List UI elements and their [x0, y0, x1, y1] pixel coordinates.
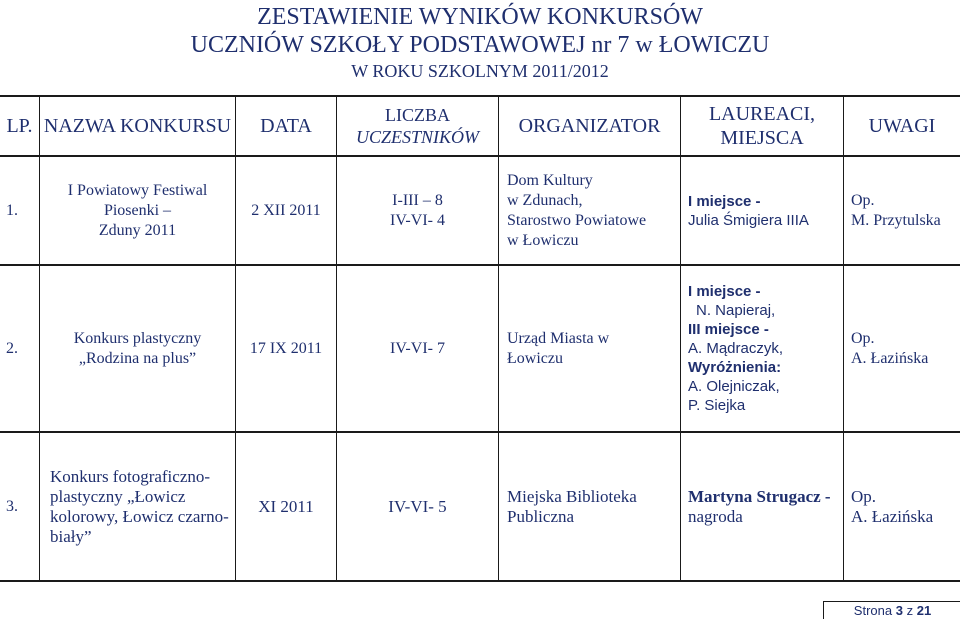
- organizer-line: Urząd Miasta w: [507, 329, 610, 347]
- organizer-line: Starostwo Powiatowe: [507, 211, 647, 229]
- organizer-line: Łowiczu: [507, 349, 563, 367]
- organizer-line: Miejska Biblioteka: [507, 486, 637, 506]
- laureate-place: I miejsce -: [688, 283, 761, 300]
- laureate-name: A. Mądraczyk,: [688, 340, 784, 357]
- contest-name-line: Konkurs plastyczny: [73, 329, 202, 347]
- participant-count: IV-VI- 4: [390, 211, 445, 229]
- laureate-name: P. Siejka: [688, 397, 746, 414]
- contest-name-line: Konkurs fotograficzno-: [50, 466, 211, 486]
- header-count: [337, 97, 498, 155]
- table-row-2-lp: [6, 266, 39, 431]
- laureate-name: Martyna Strugacz -: [688, 486, 831, 506]
- table-border-bottom: [0, 580, 960, 582]
- current-page: 3: [895, 603, 903, 618]
- page-label: Strona: [853, 603, 893, 618]
- participant-count: IV-VI- 5: [388, 496, 447, 516]
- contest-date: XI 2011: [258, 496, 314, 516]
- contest-name-line: plastyczny „Łowicz: [50, 486, 186, 506]
- note-line: A. Łazińska: [851, 349, 929, 367]
- header-laureates-label: LAUREACI,: [708, 103, 816, 125]
- header-count-label: LICZBA: [385, 105, 450, 125]
- header-name-label: NAZWA KONKURSU: [43, 115, 232, 137]
- header-lp-label: LP.: [6, 115, 33, 137]
- table-row-3-laureates: [688, 433, 842, 580]
- table-row-1-notes: [851, 157, 959, 264]
- note-line: A. Łazińska: [851, 506, 934, 526]
- contest-name-line: Zduny 2011: [98, 221, 177, 239]
- table-row-3-date: [236, 433, 336, 580]
- table-row-3-count: [337, 433, 498, 580]
- document-title: ZESTAWIENIE WYNIKÓW KONKURSÓW: [257, 4, 703, 30]
- header-date-label: DATA: [260, 115, 312, 137]
- organizer-line: Publiczna: [507, 506, 575, 526]
- laureate-name: N. Napieraj,: [696, 302, 776, 319]
- table-row-2-date: [236, 266, 336, 431]
- laureate-place: III miejsce -: [688, 321, 769, 338]
- header-notes-label: UWAGI: [868, 115, 936, 137]
- page-number-footer: [823, 601, 960, 619]
- table-row-2-count: [337, 266, 498, 431]
- table-row-2-organizer: [507, 266, 679, 431]
- laureate-award: nagroda: [688, 506, 743, 526]
- table-row-2-notes: [851, 266, 959, 431]
- contest-date: 2 XII 2011: [251, 201, 321, 219]
- header-count-label-2: UCZESTNIKÓW: [355, 127, 480, 147]
- contest-name-line: biały”: [50, 526, 92, 546]
- participant-count: IV-VI- 7: [390, 339, 445, 357]
- note-line: Op.: [851, 329, 875, 347]
- column-divider: [843, 95, 844, 581]
- table-row-1-count: [337, 157, 498, 264]
- table-row-1-lp: [6, 157, 39, 264]
- header-notes: [844, 97, 960, 155]
- table-row-1-laureates: [688, 157, 842, 264]
- row-number: 3.: [6, 497, 18, 515]
- organizer-line: Dom Kultury: [507, 171, 593, 189]
- table-row-1-organizer: [507, 157, 679, 264]
- column-divider: [498, 95, 499, 581]
- header-date: [236, 97, 336, 155]
- total-pages: 21: [916, 603, 932, 618]
- table-row-3-lp: [6, 433, 39, 580]
- row-number: 1.: [6, 201, 18, 219]
- table-row-3-notes: [851, 433, 959, 580]
- note-line: Op.: [851, 486, 877, 506]
- contest-name-line: kolorowy, Łowicz czarno-: [50, 506, 229, 526]
- table-row-1-name: [40, 157, 235, 264]
- page-separator: z: [906, 603, 914, 618]
- contest-name-line: I Powiatowy Festiwal: [67, 181, 208, 199]
- table-row-3-name: [50, 433, 235, 580]
- laureate-place: I miejsce -: [688, 192, 761, 210]
- row-number: 2.: [6, 339, 18, 357]
- column-divider: [680, 95, 681, 581]
- table-row-2-name: [40, 266, 235, 431]
- table-row-2-laureates: [688, 266, 842, 431]
- organizer-line: w Łowiczu: [507, 231, 579, 249]
- header-organizer: [499, 97, 680, 155]
- school-year: W ROKU SZKOLNYM 2011/2012: [351, 61, 609, 81]
- laureate-place: Wyróżnienia:: [688, 359, 782, 376]
- header-organizer-label: ORGANIZATOR: [518, 115, 661, 137]
- participant-count: I-III – 8: [392, 191, 443, 209]
- header-lp: [0, 97, 39, 155]
- note-line: M. Przytulska: [851, 211, 941, 229]
- contest-date: 17 IX 2011: [249, 339, 323, 357]
- contest-name-line: Piosenki –: [103, 201, 172, 219]
- table-row-1-date: [236, 157, 336, 264]
- table-row-3-organizer: [507, 433, 679, 580]
- document-subtitle: UCZNIÓW SZKOŁY PODSTAWOWEJ nr 7 w ŁOWICZU: [190, 32, 770, 58]
- organizer-line: w Zdunach,: [507, 191, 583, 209]
- header-laureates-label-2: MIEJSCA: [720, 127, 804, 149]
- header-name: [40, 97, 235, 155]
- laureate-name: A. Olejniczak,: [688, 378, 780, 395]
- laureate-name: Julia Śmigiera IIIA: [688, 211, 809, 229]
- header-laureates: [681, 97, 843, 155]
- contest-name-line: „Rodzina na plus”: [78, 349, 197, 367]
- note-line: Op.: [851, 191, 875, 209]
